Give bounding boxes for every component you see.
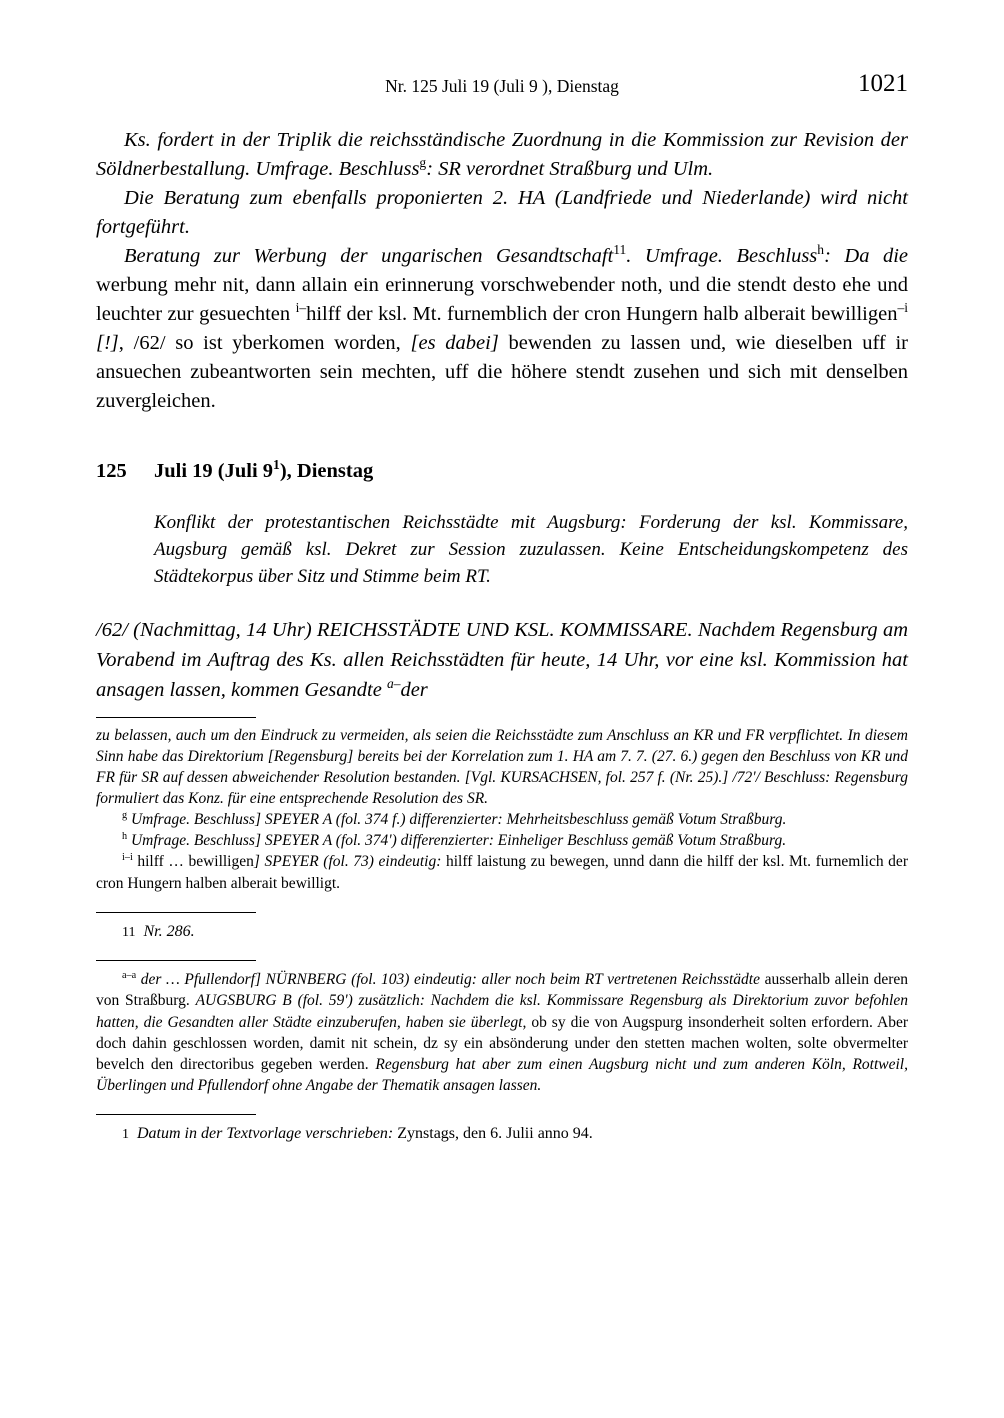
note-h-marker: h — [122, 831, 128, 843]
regest-summary: Konflikt der protestantischen Reichsstädte mit Augsburg: Forderung der ksl. Kommissare, Augsburg gemäß ksl. Dekret zur Session zuzulassen. Keine Entscheidungskompetenz des Städtekorpus über Sitz und Stimme beim RT. — [154, 512, 908, 588]
note-a-part-3: AUGSBURG B (fol. 59') zusätzlich: Nachdem die ksl. Kommissare Regensburg als Direktorium zuvor befohlen hatten, die Gesandten aller Städte einzuberufen, haben sie überlegt, — [96, 992, 908, 1031]
paragraph-3-sic: [!] — [96, 332, 119, 354]
footnote-ref-11: 11 — [613, 242, 627, 258]
folio-marker: /62/ — [96, 619, 128, 642]
paragraph-2 — [96, 184, 908, 242]
footnote-1-number: 1 — [122, 1126, 129, 1142]
note-a-marker: a–a — [122, 970, 137, 982]
body-text — [96, 126, 908, 416]
footnote-11-number: 11 — [122, 924, 136, 940]
note-i-lemma: hilff … bewilligen — [132, 853, 254, 871]
lead-text: (Nachmittag, 14 Uhr) REICHSSTÄDTE UND KSL. KOMMISSARE. Nachdem Regensburg am Vorabend im Auftrag des Ks. allen Reichsstädten für heute, 14 Uhr, vor eine ksl. Kommission hat ansagen lassen, kommen Gesandte — [96, 619, 908, 701]
note-a-part-2: ausserhalb allein deren von Straßburg. — [96, 971, 908, 1010]
paragraph-3-quote-2: hilff der ksl. Mt. furnemblich der cron Hungern halb alberait bewilligen — [306, 303, 898, 325]
note-a-part-1: der … Pfullendorf] NÜRNBERG (fol. 103) eindeutig: aller noch beim RT vertretenen Reichsstädte — [136, 971, 760, 989]
note-marker-a-open: a– — [386, 675, 401, 691]
note-i-marker: i–i — [122, 852, 133, 864]
footnote-rule-1 — [96, 1114, 256, 1115]
paragraph-3-quote-3: , /62/ so ist yberkomen worden, — [118, 332, 411, 354]
running-head-title: Nr. 125 Juli 19 (Juli 9 ), Dienstag — [385, 76, 619, 96]
apparatus-rule-1 — [96, 717, 256, 718]
footnote-1 — [96, 1123, 908, 1145]
note-g — [96, 809, 908, 830]
paragraph-1-tail: : SR verordnet Straßburg und Ulm. — [426, 158, 714, 180]
footnote-1-italic: Datum in der Textvorlage verschrieben: — [137, 1124, 394, 1142]
note-i-text: hilff laistung zu bewegen, unnd dann die hilff der ksl. Mt. furnemlich der cron Hungern halben alberait bewilligt. — [96, 853, 908, 892]
paragraph-3-quote-start: Da die — [844, 245, 909, 267]
note-marker-i-open: i– — [295, 300, 307, 316]
footnote-11-line — [96, 921, 908, 943]
paragraph-3-colon: : — [824, 245, 831, 267]
note-i-source: ] SPEYER (fol. 73) eindeutig: — [253, 853, 442, 871]
footnote-ref-1: 1 — [273, 457, 280, 473]
page-number: 1021 — [858, 70, 908, 97]
footnote-1-text: Zynstags, den 6. Julii anno 94. — [393, 1124, 593, 1142]
note-a-part-5: Regensburg hat aber zum einen Augsburg nicht und zum anderen Köln, Rottweil, Überlingen und Pfullendorf ohne Angabe der Thematik ansagen lassen. — [96, 1055, 908, 1094]
apparatus-rule-a — [96, 960, 256, 961]
note-a — [96, 969, 908, 1095]
apparatus-variants — [96, 725, 908, 894]
note-marker-i-close: –i — [897, 300, 908, 316]
section-title-main: Juli 19 (Juli 9 — [154, 460, 274, 482]
note-f-continuation: zu belassen, auch um den Eindruck zu vermeiden, als seien die Reichsstädte zum Anschluss an KR und FR verpflichtet. In diesem Sinn habe das Direktorium [Regensburg] bereits bei der Korrelation zum 1. HA am 7. 7. (27. 6.) gegen den Beschluss von KR und FR für SR auf dessen abweichender Resolution bestanden. [Vgl. KURSACHSEN, fol. 257 f. (Nr. 25).] /72'/ Beschluss: Regensburg formuliert das Konz. für eine entsprechende Resolution des SR. — [96, 727, 908, 808]
paragraph-3-quote-1: werbung mehr nit, dann allain ein erinnerung vorschwebender noth, und die stendt desto ehe und leuchter zur gesuechten — [96, 274, 908, 325]
section-title-tail: ), Dienstag — [279, 460, 374, 482]
note-marker-h: h — [817, 242, 825, 258]
note-h-text: Umfrage. Beschluss] SPEYER A (fol. 374') differenzierter: Einheliger Beschluss gemäß Votum Straßburg. — [130, 832, 787, 850]
paragraph-3-mid: . Umfrage. Beschluss — [626, 245, 818, 267]
note-a-block — [96, 969, 908, 1095]
running-head — [96, 70, 908, 108]
paragraph-3-quote-4: bewenden zu lassen und, wie dieselben uff ir ansuechen zubeantworten sein mechten, uff die höhere stendt zusehen und sich mit denselben zuvergleichen. — [96, 332, 908, 412]
paragraph-3-lead: Beratung zur Werbung der ungarischen Gesandtschaft — [124, 245, 614, 267]
paragraph-3 — [96, 242, 908, 416]
lead-tail: der — [400, 678, 428, 701]
paragraph-1 — [96, 126, 908, 184]
note-marker-g: g — [419, 155, 427, 171]
paragraph-1-lead: Ks. fordert in der Triplik die reichsständische Zuordnung in die Kommission zur Revision der Söldnerbestallung. Umfrage. Beschluss — [96, 129, 908, 180]
note-g-marker: g — [122, 810, 128, 822]
section-number: 125 — [96, 460, 127, 482]
lead-paragraph — [96, 616, 908, 705]
footnote-rule-11 — [96, 912, 256, 913]
section-title — [154, 457, 908, 483]
footnote-1-line — [96, 1123, 908, 1145]
footnote-11-text: Nr. 286. — [143, 922, 195, 940]
note-g-text: Umfrage. Beschluss] SPEYER A (fol. 374 f.) differenzierter: Mehrheitsbeschluss gemäß Votum Straßburg. — [130, 811, 787, 829]
note-h — [96, 830, 908, 851]
footnote-11 — [96, 921, 908, 943]
paragraph-2-text: Die Beratung zum ebenfalls proponierten 2. HA (Landfriede und Niederlande) wird nicht fortgeführt. — [96, 187, 908, 238]
paragraph-3-editorial: [es dabei] — [410, 332, 499, 354]
section-heading — [96, 457, 908, 483]
note-i — [96, 851, 908, 893]
note-a-part-4: ob sy die von Augspurg insonderheit solten erfordern. Aber doch dahin geschlossen worden, damit nit schein, dz sy ein absönderung under den stetten machen wolten, solte obvermelter bevelch den directoribus gegeben werden. — [96, 1013, 908, 1073]
